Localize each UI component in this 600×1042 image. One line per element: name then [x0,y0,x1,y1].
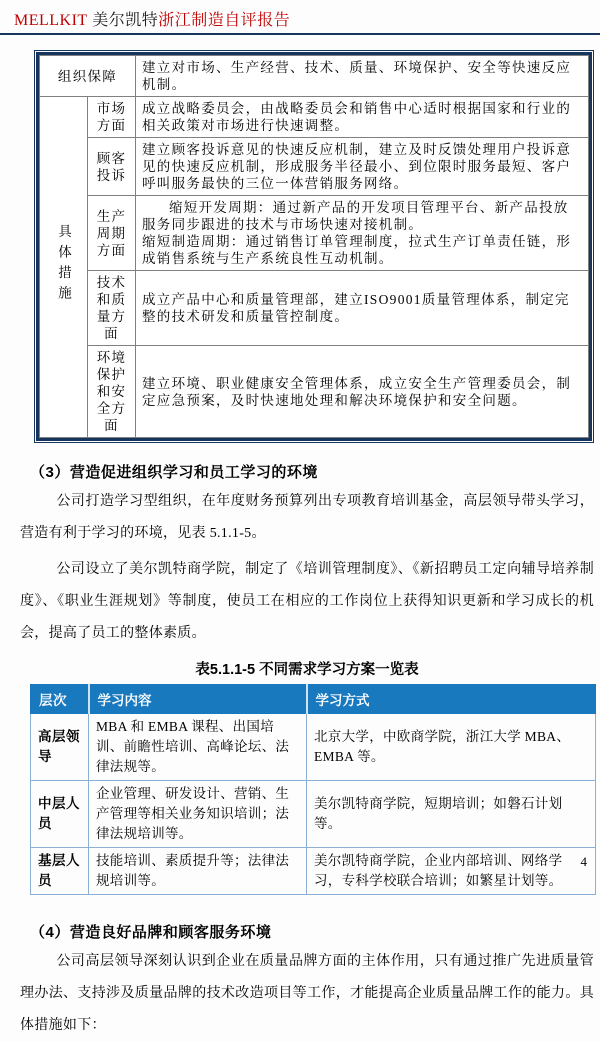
row-label-tech: 技术和质量方面 [88,271,136,346]
level-cell-senior: 高层领导 [31,714,89,781]
row-content-org: 建立对市场、生产经营、技术、质量、环境保护、安全等快速反应机制。 [136,56,589,97]
table-row [40,138,589,196]
cycle-paragraph-manufacture: 缩短制造周期：通过销售订单管理制度，拉式生产订单责任链，形成销售系统与生产系统良性互动机制。 [142,234,572,266]
method-cell-middle: 美尔凯特商学院，短期培训；如磐石计划等。 [307,781,596,848]
learning-table-caption: 表5.1.1-5 不同需求学习方案一览表 [195,662,419,678]
report-title-company: 美尔凯特 [92,12,159,29]
table-header-row [31,685,596,714]
row-content-env: 建立环境、职业健康安全管理体系，成立安全生产管理委员会，制定应急预案，及时快速地处理和解决环境保护和安全问题。 [136,346,589,438]
section3-paragraph-1: 公司打造学习型组织，在年度财务预算列出专项教育培训基金，高层领导带头学习，营造有利于学习的环境，见表 5.1.1-5。 [20,494,594,541]
page-number: 4 [580,854,587,869]
column-header-level: 层次 [31,685,89,714]
row-label-env: 环境保护和安全方面 [88,346,136,438]
row-content-market: 成立战略委员会，由战略委员会和销售中心适时根据国家和行业的相关政策对市场进行快速调整。 [136,97,589,138]
table-row [40,196,589,271]
table-row [40,56,589,97]
brand-logo-text: MELLKIT [14,12,88,29]
section3-paragraph-2: 公司设立了美尔凯特商学院，制定了《培训管理制度》、《新招聘员工定向辅导培养制度》、《职业生涯规划》等制度，使员工在相应的工作岗位上获得知识更新和学习成长的机会，提高了员工的整体素质。 [20,562,594,641]
report-header [0,0,600,35]
content-cell-base: 技能培训、素质提升等；法律法规培训等。 [89,848,307,895]
section3-heading: （3）营造促进组织学习和员工学习的环境 [30,464,318,481]
measures-table [39,55,589,438]
column-header-method: 学习方式 [307,685,596,714]
side-label-text: 具体措施 [56,224,71,306]
content-cell-senior: MBA 和 EMBA 课程、出国培训、前瞻性培训、高峰论坛、法律法规等。 [89,714,307,781]
level-cell-base: 基层人员 [31,848,89,895]
cycle-paragraph-develop: 缩短开发周期：通过新产品的开发项目管理平台、新产品投放服务同步跟进的技术与市场快速对接机制。 [142,200,569,232]
row-content-complaint: 建立顾客投诉意见的快速反应机制，建立及时反馈处理用户投诉意见的快速反应机制，形成服务半径最小、到位限时服务最短、客户呼叫服务最快的三位一体营销服务网络。 [136,138,589,196]
table-row [40,346,589,438]
table-row [31,781,596,848]
table-row [31,848,596,895]
row-label-cycle: 生产周期方面 [88,196,136,271]
level-cell-middle: 中层人员 [31,781,89,848]
body-content [0,461,600,1042]
section4-paragraph-1: 公司高层领导深刻认识到企业在质量品牌方面的主体作用，只有通过推广先进质量管理办法、支持涉及质量品牌的技术改造项目等工作，才能提高企业质量品牌工作的能力。具体措施如下： [20,954,594,1033]
table-row [40,97,589,138]
method-cell-senior: 北京大学，中欧商学院，浙江大学 MBA、EMBA 等。 [307,714,596,781]
row-label-org: 组织保障 [40,56,136,97]
row-content-cycle [136,196,589,271]
report-title-name: 浙江制造自评报告 [158,12,291,29]
measures-table-wrapper [36,52,592,441]
side-label-cell [40,97,88,438]
method-cell-base: 美尔凯特商学院，企业内部培训、网络学习，专科学校联合培训；如繁星计划等。 [307,848,596,895]
row-content-tech: 成立产品中心和质量管理部，建立ISO9001质量管理体系，制定完整的技术研发和质量管控制度。 [136,271,589,346]
learning-plan-table [30,684,596,895]
content-cell-middle: 企业管理、研发设计、营销、生产管理等相关业务知识培训；法律法规培训等。 [89,781,307,848]
table-row [40,271,589,346]
section4-heading: （4）营造良好品牌和顾客服务环境 [30,924,272,941]
row-label-complaint: 顾客投诉 [88,138,136,196]
table-row [31,714,596,781]
column-header-content: 学习内容 [89,685,307,714]
row-label-market: 市场方面 [88,97,136,138]
